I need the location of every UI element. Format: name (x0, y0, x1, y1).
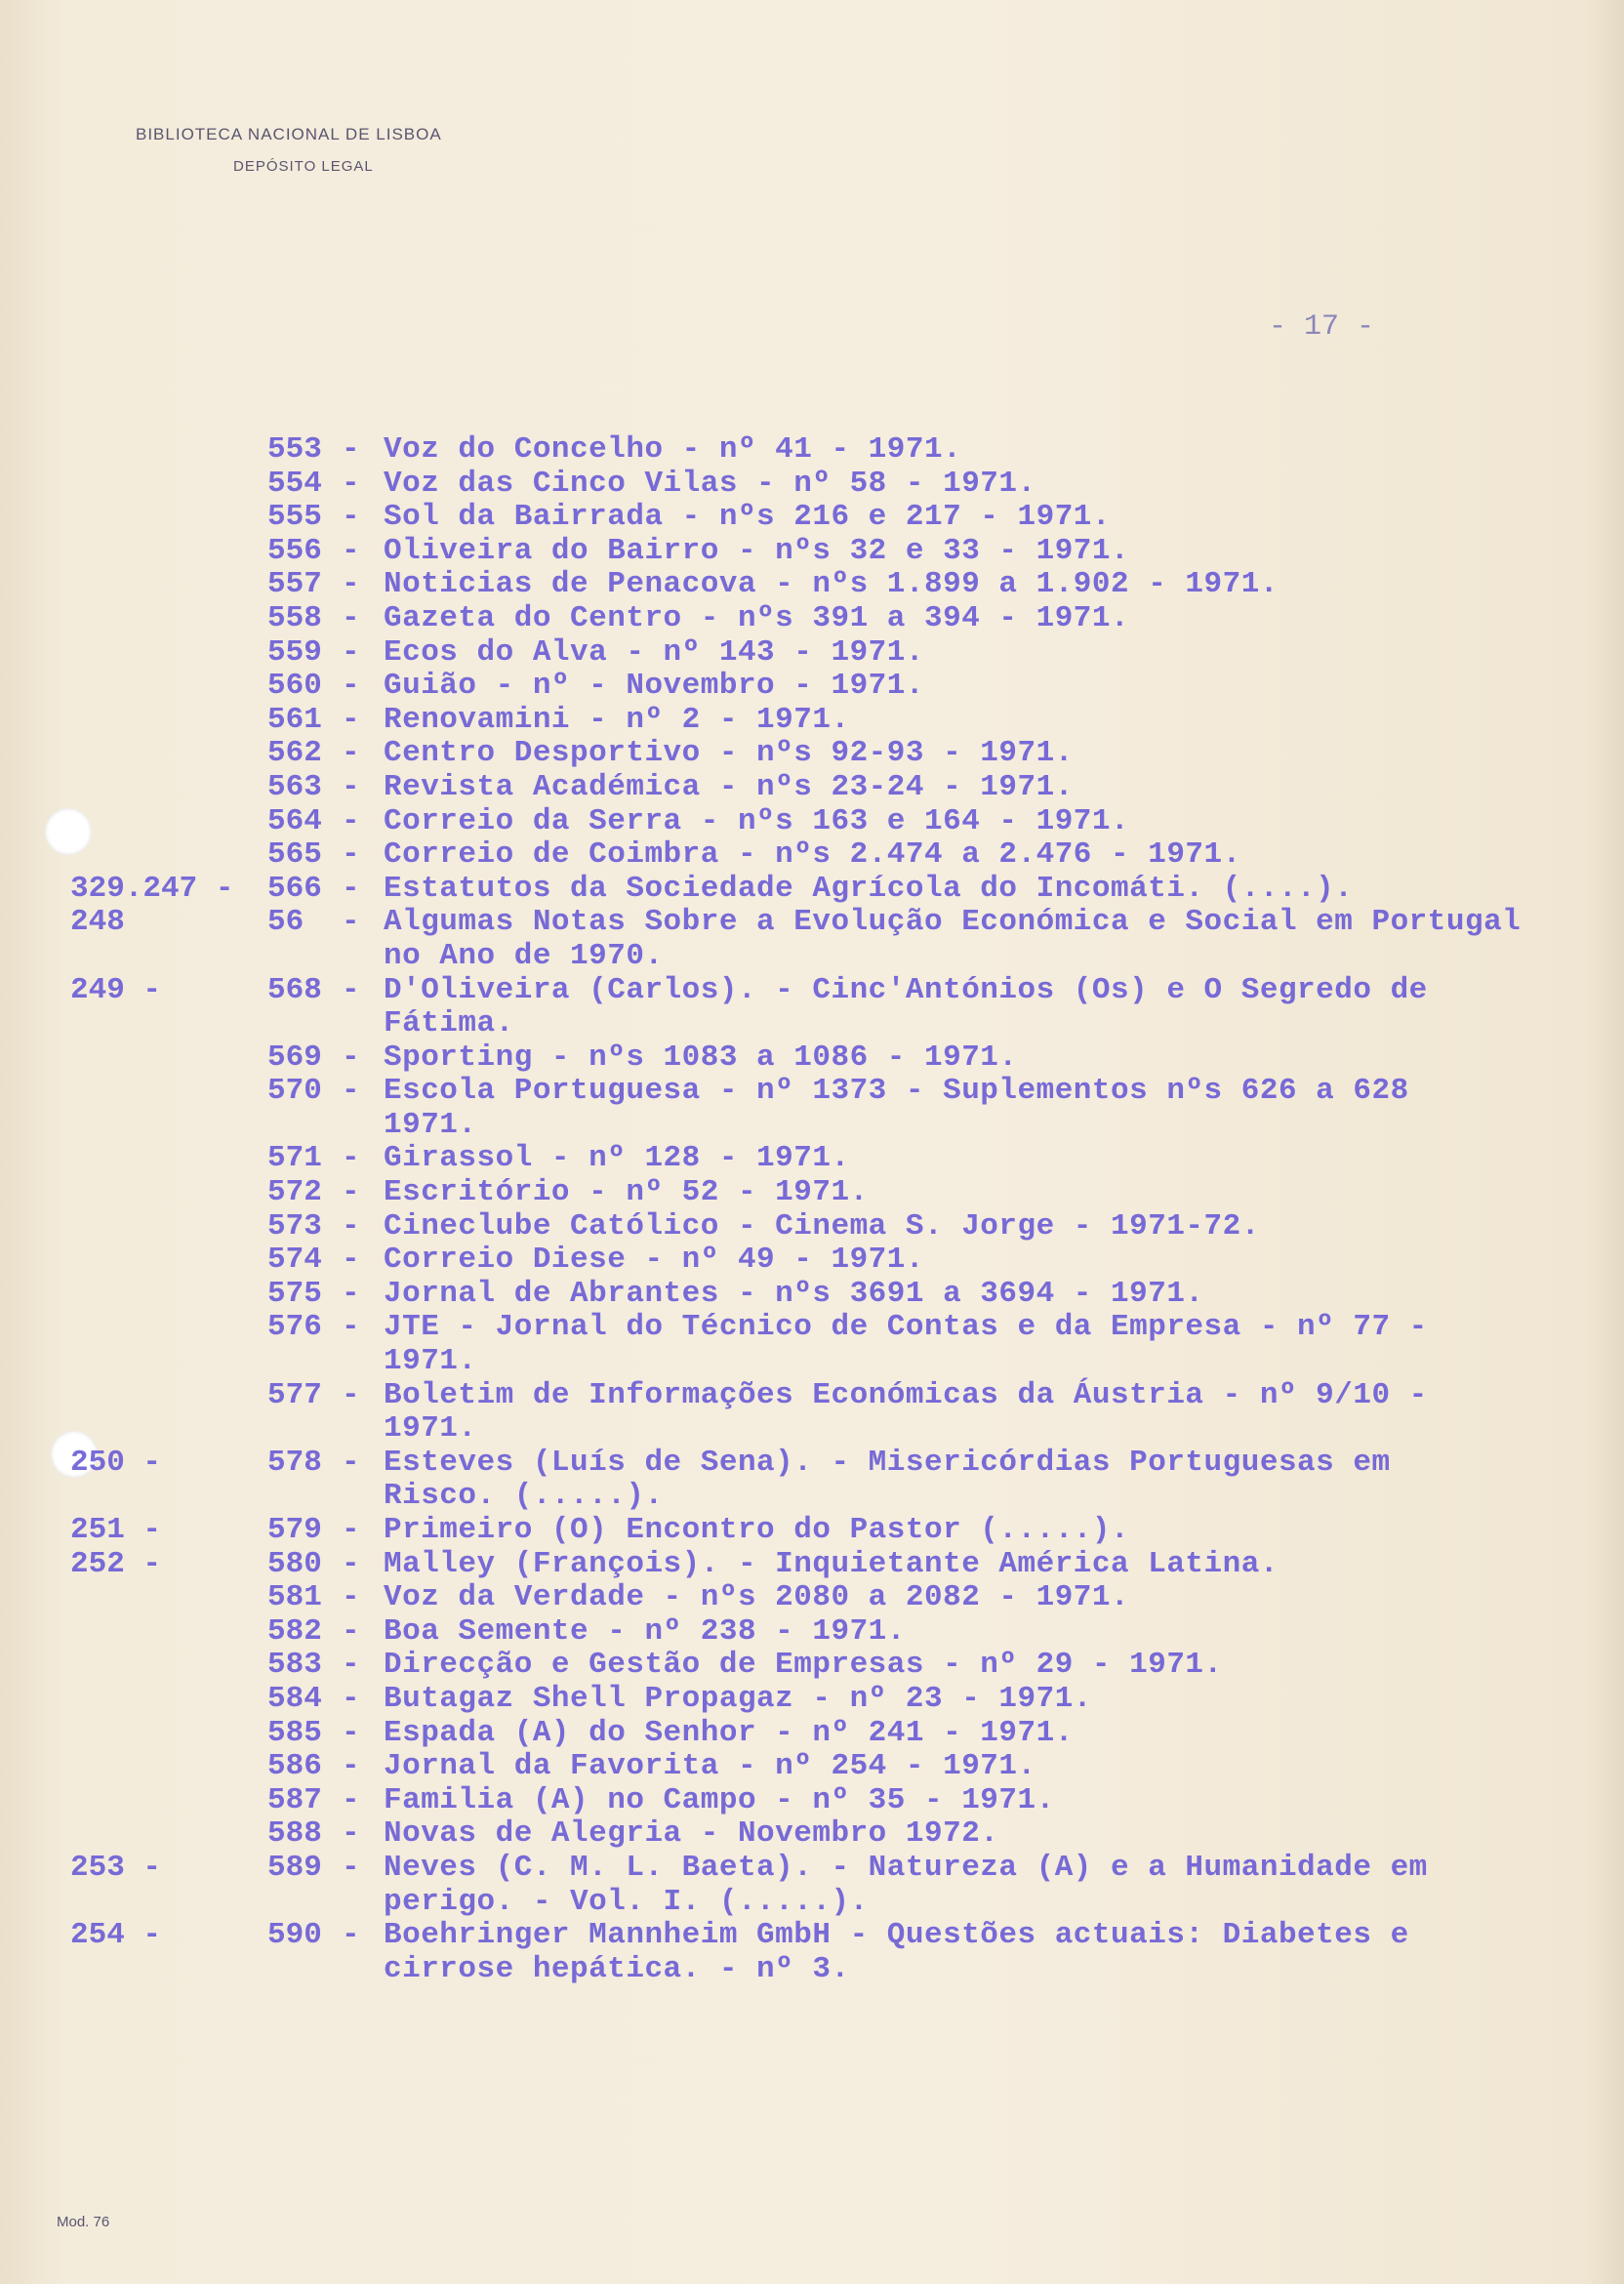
entry-text: Familia (A) no Campo - nº 35 - 1971. (384, 1782, 1055, 1817)
entry-text: Sol da Bairrada - nºs 216 e 217 - 1971. (384, 500, 1112, 535)
entry-text: Guião - nº - Novembro - 1971. (384, 669, 924, 704)
list-item (0, 1717, 1624, 1751)
entry-text: Direcção e Gestão de Empresas - nº 29 - 1971. (384, 1648, 1223, 1683)
entry-number: 577 (267, 1377, 322, 1412)
list-item (0, 468, 1624, 502)
entry-separator: - (342, 1648, 360, 1683)
entry-number: 560 (267, 669, 322, 704)
entry-separator: - (342, 432, 360, 467)
list-item (0, 1784, 1624, 1818)
entry-text: Revista Académica - nºs 23-24 - 1971. (384, 769, 1074, 804)
entry-text: Estatutos da Sociedade Agrícola do Incomáti. (....). (384, 871, 1354, 906)
entry-separator: - (342, 1918, 360, 1953)
entry-text: Escritório - nº 52 - 1971. (384, 1175, 869, 1210)
entry-number: 574 (267, 1243, 322, 1278)
entry-number: 555 (267, 500, 322, 535)
list-item (0, 873, 1624, 907)
entry-number: 578 (267, 1445, 322, 1480)
list-item (0, 1750, 1624, 1784)
list-item (0, 1311, 1624, 1345)
entry-text: Ecos do Alva - nº 143 - 1971. (384, 634, 924, 670)
entry-separator: - (342, 702, 360, 737)
list-item (0, 805, 1624, 839)
list-item (0, 1649, 1624, 1683)
entry-separator: - (342, 1546, 360, 1581)
entry-text: Butagaz Shell Propagaz - nº 23 - 1971. (384, 1681, 1092, 1716)
entry-separator: - (342, 1580, 360, 1615)
list-item (0, 1041, 1624, 1076)
entry-number: 561 (267, 702, 322, 737)
entry-separator: - (342, 736, 360, 771)
entry-text: Esteves (Luís de Sena). - Misericórdias Portuguesas em (384, 1445, 1391, 1480)
list-item-continuation (0, 1480, 1624, 1514)
entry-number: 580 (267, 1546, 322, 1581)
entry-text: Renovamini - nº 2 - 1971. (384, 702, 850, 737)
list-item (0, 1379, 1624, 1413)
list-item (0, 1210, 1624, 1244)
header-line-2: DEPÓSITO LEGAL (233, 158, 374, 175)
entry-number: 562 (267, 736, 322, 771)
list-item (0, 501, 1624, 535)
entry-text: Jornal da Favorita - nº 254 - 1971. (384, 1749, 1036, 1784)
entry-number: 559 (267, 634, 322, 670)
entry-separator: - (342, 1208, 360, 1244)
entry-text: Neves (C. M. L. Baeta). - Natureza (A) e a Humanidade em (384, 1850, 1428, 1885)
list-item (0, 670, 1624, 704)
entry-number: 585 (267, 1715, 322, 1750)
entry-text: 1971. (384, 1344, 477, 1379)
entry-text: D'Oliveira (Carlos). - Cinc'Antónios (Os) e O Segredo de (384, 972, 1428, 1007)
library-header (136, 125, 442, 175)
entry-number: 572 (267, 1175, 322, 1210)
entry-number: 558 (267, 600, 322, 635)
entry-text: Centro Desportivo - nºs 92-93 - 1971. (384, 736, 1074, 771)
entry-text: Correio da Serra - nºs 163 e 164 - 1971. (384, 803, 1130, 838)
entry-number: 586 (267, 1749, 322, 1784)
list-item (0, 974, 1624, 1008)
list-item-continuation (0, 1345, 1624, 1379)
classification-number: 248 (70, 905, 125, 940)
entry-separator: - (342, 600, 360, 635)
entry-separator: - (342, 1074, 360, 1109)
entry-text: Correio Diese - nº 49 - 1971. (384, 1243, 924, 1278)
entry-number: 56 (267, 905, 304, 940)
entry-number: 566 (267, 871, 322, 906)
list-item (0, 535, 1624, 569)
classification-number: 254 - (70, 1918, 162, 1953)
entry-text: Voz do Concelho - nº 41 - 1971. (384, 432, 962, 467)
list-item-continuation (0, 1007, 1624, 1041)
entry-number: 570 (267, 1074, 322, 1109)
entry-separator: - (342, 1715, 360, 1750)
list-item (0, 1852, 1624, 1886)
entry-separator: - (342, 837, 360, 873)
list-item (0, 771, 1624, 805)
list-item (0, 737, 1624, 771)
entry-text: Girassol - nº 128 - 1971. (384, 1141, 850, 1176)
entry-number: 583 (267, 1648, 322, 1683)
entry-separator: - (342, 500, 360, 535)
entry-list (0, 433, 1624, 1986)
entry-text: Voz das Cinco Vilas - nº 58 - 1971. (384, 466, 1036, 501)
list-item (0, 1075, 1624, 1109)
page-number: - 17 - (1269, 310, 1375, 344)
entry-separator: - (342, 1850, 360, 1885)
entry-number: 582 (267, 1613, 322, 1649)
entry-number: 571 (267, 1141, 322, 1176)
list-item (0, 1244, 1624, 1278)
entry-separator: - (342, 1613, 360, 1649)
entry-text: Primeiro (O) Encontro do Pastor (.....). (384, 1513, 1130, 1547)
classification-number: 253 - (70, 1850, 162, 1885)
entry-text: Noticias de Penacova - nºs 1.899 a 1.902 - 1971. (384, 567, 1279, 602)
entry-text: Oliveira do Bairro - nºs 32 e 33 - 1971. (384, 533, 1130, 568)
entry-separator: - (342, 871, 360, 906)
entry-text: 1971. (384, 1107, 477, 1142)
entry-text: Escola Portuguesa - nº 1373 - Suplementos nºs 626 a 628 (384, 1074, 1409, 1109)
entry-text: Cineclube Católico - Cinema S. Jorge - 1971-72. (384, 1208, 1260, 1244)
entry-number: 554 (267, 466, 322, 501)
entry-text: Boa Semente - nº 238 - 1971. (384, 1613, 906, 1649)
entry-separator: - (342, 466, 360, 501)
entry-separator: - (342, 972, 360, 1007)
entry-number: 579 (267, 1513, 322, 1547)
entry-number: 556 (267, 533, 322, 568)
entry-text: Risco. (.....). (384, 1479, 664, 1514)
list-item (0, 1548, 1624, 1582)
classification-number: 252 - (70, 1546, 162, 1581)
entry-number: 581 (267, 1580, 322, 1615)
list-item (0, 704, 1624, 738)
entry-separator: - (342, 1141, 360, 1176)
classification-number: 249 - (70, 972, 162, 1007)
entry-number: 568 (267, 972, 322, 1007)
list-item (0, 568, 1624, 602)
entry-separator: - (342, 1243, 360, 1278)
entry-text: JTE - Jornal do Técnico de Contas e da Empresa - nº 77 - (384, 1310, 1428, 1345)
entry-separator: - (342, 533, 360, 568)
entry-separator: - (342, 1782, 360, 1817)
entry-separator: - (342, 803, 360, 838)
entry-text: Algumas Notas Sobre a Evolução Económica e Social em Portugal (384, 905, 1522, 940)
entry-text: cirrose hepática. - nº 3. (384, 1951, 850, 1986)
entry-text: Novas de Alegria - Novembro 1972. (384, 1816, 999, 1852)
entry-separator: - (342, 1040, 360, 1075)
entry-separator: - (342, 1175, 360, 1210)
entry-separator: - (342, 567, 360, 602)
entry-number: 564 (267, 803, 322, 838)
entry-number: 576 (267, 1310, 322, 1345)
list-item (0, 433, 1624, 468)
entry-text: Sporting - nºs 1083 a 1086 - 1971. (384, 1040, 1018, 1075)
list-item (0, 1581, 1624, 1615)
list-item (0, 636, 1624, 671)
entry-number: 587 (267, 1782, 322, 1817)
list-item (0, 1683, 1624, 1717)
entry-number: 557 (267, 567, 322, 602)
entry-number: 590 (267, 1918, 322, 1953)
entry-number: 565 (267, 837, 322, 873)
entry-separator: - (342, 1816, 360, 1852)
header-line-1: BIBLIOTECA NACIONAL DE LISBOA (136, 125, 442, 143)
entry-separator: - (342, 769, 360, 804)
list-item (0, 1447, 1624, 1481)
entry-text: Espada (A) do Senhor - nº 241 - 1971. (384, 1715, 1074, 1750)
entry-text: Voz da Verdade - nºs 2080 a 2082 - 1971. (384, 1580, 1130, 1615)
form-code: Mod. 76 (57, 2214, 110, 2230)
list-item (0, 602, 1624, 636)
list-item (0, 1514, 1624, 1548)
entry-text: Jornal de Abrantes - nºs 3691 a 3694 - 1971. (384, 1276, 1204, 1311)
entry-text: Malley (François). - Inquietante América Latina. (384, 1546, 1279, 1581)
entry-separator: - (342, 1310, 360, 1345)
entry-separator: - (342, 669, 360, 704)
list-item-continuation (0, 1886, 1624, 1920)
entry-text: perigo. - Vol. I. (.....). (384, 1884, 869, 1919)
list-item (0, 1615, 1624, 1650)
entry-number: 573 (267, 1208, 322, 1244)
list-item-continuation (0, 1412, 1624, 1447)
list-item-continuation (0, 940, 1624, 974)
entry-separator: - (342, 905, 360, 940)
list-item (0, 1176, 1624, 1210)
entry-number: 588 (267, 1816, 322, 1852)
classification-number: 329.247 - (70, 871, 234, 906)
entry-text: Gazeta do Centro - nºs 391 a 394 - 1971. (384, 600, 1130, 635)
classification-number: 250 - (70, 1445, 162, 1480)
entry-separator: - (342, 1276, 360, 1311)
entry-text: Correio de Coimbra - nºs 2.474 a 2.476 - 1971. (384, 837, 1241, 873)
entry-number: 569 (267, 1040, 322, 1075)
entry-separator: - (342, 1681, 360, 1716)
entry-number: 575 (267, 1276, 322, 1311)
list-item (0, 1278, 1624, 1312)
list-item (0, 906, 1624, 940)
entry-text: Boletim de Informações Económicas da Áustria - nº 9/10 - (384, 1377, 1428, 1412)
entry-text: no Ano de 1970. (384, 938, 664, 973)
entry-separator: - (342, 634, 360, 670)
list-item-continuation (0, 1109, 1624, 1143)
entry-text: Fátima. (384, 1006, 514, 1041)
list-item (0, 838, 1624, 873)
list-item-continuation (0, 1953, 1624, 1987)
entry-number: 563 (267, 769, 322, 804)
entry-number: 584 (267, 1681, 322, 1716)
entry-text: 1971. (384, 1411, 477, 1447)
classification-number: 251 - (70, 1513, 162, 1547)
list-item (0, 1142, 1624, 1176)
entry-separator: - (342, 1513, 360, 1547)
list-item (0, 1817, 1624, 1852)
entry-separator: - (342, 1445, 360, 1480)
entry-number: 589 (267, 1850, 322, 1885)
entry-number: 553 (267, 432, 322, 467)
entry-separator: - (342, 1749, 360, 1784)
entry-text: Boehringer Mannheim GmbH - Questões actuais: Diabetes e (384, 1918, 1409, 1953)
list-item (0, 1919, 1624, 1953)
entry-separator: - (342, 1377, 360, 1412)
